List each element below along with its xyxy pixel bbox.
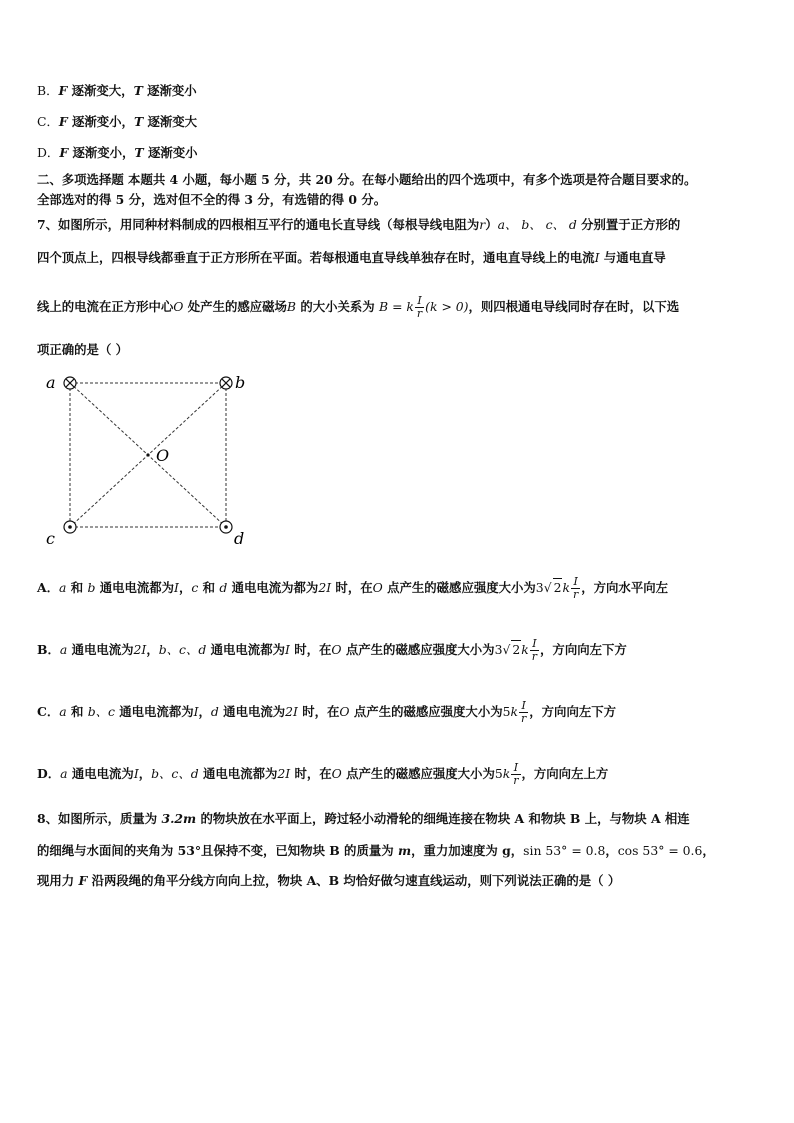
text: ） [485,217,498,232]
magnitude-formula: 3√ 2k $\frac{I}{r}$ [535,575,579,601]
text: 通电电流都为 [206,642,285,657]
text: 通电电流为 [67,766,134,781]
text: 时，在 [290,766,332,781]
text: 通电电流为都为 [227,580,319,595]
text: ， [138,766,152,781]
variable: T [133,83,143,98]
variable: k [510,704,519,719]
coefficient: 5 [502,704,511,719]
option-prefix: D． [37,766,61,781]
numerator: I [415,295,424,308]
magnitude-formula [502,699,530,725]
denominator: r [531,650,538,663]
q8-stem-line3 [37,872,620,890]
text: 点产生的磁感应强度大小为 [341,766,495,781]
denominator: r [521,712,527,725]
variable: c [191,580,199,595]
label-d: d [234,529,245,548]
q8-stem-line1 [37,810,690,828]
formula-lhs: B = k [379,299,414,314]
denominator: r [573,588,579,601]
text: 7、如图所示，用同种材料制成的四根相互平行的通电长直导线（每根导线电阻为 [37,217,480,232]
variable: a [59,704,67,719]
text: ，则四根通电导线同时存在时，以下选 [468,299,680,314]
option-text: 逐渐变小， [68,145,135,160]
center-point-o [146,453,149,456]
text: 线上的电流在正方形中心 [37,299,174,314]
text: 时，在 [331,580,373,595]
variable: T [134,145,144,160]
option-text: 逐渐变小 [143,145,198,160]
text: 和 [66,580,88,595]
variable: F [58,83,68,98]
variable: T [133,114,144,129]
text: 的大小关系为 [296,299,375,314]
wire-c-out-of-page-icon [64,521,76,533]
text: 和 [66,704,88,719]
variable: O [173,299,184,314]
variable: b、c、d [158,642,207,657]
text: 点产生的磁感应强度大小为 [349,704,503,719]
variable: a [59,580,67,595]
text: ，方向向左下方 [540,642,627,657]
q6-option-c [37,113,197,131]
section-header: 二、多项选择题 本题共 4 小题，每小题 5 分，共 20 分。在每小题给出的四个选项中，有多个选项是符合题目要求的。 [37,172,697,187]
variable: 2I [285,704,298,719]
text: 与通电直导 [599,250,666,265]
variable: 2I [277,766,291,781]
variable: O [331,766,342,781]
coefficient: 3 [535,580,544,595]
formula [379,294,469,320]
q6-option-d [37,144,198,162]
option-prefix: C． [37,114,59,129]
variable: F [59,145,69,160]
option-text: 逐渐变大， [67,83,134,98]
numerator: I [530,638,539,651]
variable: 2I [133,642,147,657]
label-c: c [46,529,55,548]
variable: I [193,704,199,719]
square-wires-figure [40,368,260,548]
numerator: I [571,576,580,589]
variable: I [133,766,139,781]
text: 8、如图所示，质量为 [37,811,162,826]
variable: F [78,873,88,888]
text: ， [146,642,159,657]
sin-value: sin 53° = 0.8 [523,843,606,858]
text: 点产生的磁感应强度大小为 [382,580,536,595]
variable: I [594,250,600,265]
formula-condition: (k > 0) [425,299,469,314]
variable: O [331,642,342,657]
text: 通电电流为 [67,642,134,657]
magnitude-formula: 3√ 2k $\frac{I}{r}$ [494,637,538,663]
variable: k [562,580,570,595]
text: ， [702,843,715,858]
option-text: 逐渐变小， [67,114,134,129]
variable: B [286,299,297,314]
text: 四个顶点上，四根导线都垂直于正方形所在平面。若每根通电直导线单独存在时，通电直导线上的电流 [37,250,595,265]
fraction [415,295,424,320]
text: 通电电流都为 [198,766,278,781]
fraction [530,638,539,663]
option-prefix: C． [37,704,60,719]
option-text: 逐渐变小 [142,83,197,98]
coefficient: 5 [494,766,503,781]
variable: F [58,114,68,129]
fraction [519,700,528,725]
text: 处产生的感应磁场 [183,299,287,314]
variable: k [521,642,529,657]
label-b: b [235,373,246,392]
q7-option-c [37,700,616,725]
fraction [571,576,580,601]
radicand: 2 [553,580,562,595]
denominator: r [513,774,519,787]
variable: m [397,843,412,858]
denominator: r [416,307,423,320]
text: 时，在 [289,642,332,657]
variable: a [59,642,68,657]
variable: I [174,580,179,595]
text: ，重力加速度为 g， [411,843,524,858]
label-a: a [46,373,56,392]
variable: b、c、d [151,766,199,781]
option-prefix: B． [37,642,60,657]
label-o: O [156,446,170,465]
q6-option-b [37,82,197,100]
coefficient: 3 [494,642,503,657]
variable: O [339,704,350,719]
text: 时，在 [297,704,340,719]
cos-value: cos 53° = 0.6 [617,843,703,858]
q7-stem-line4: 项正确的是（ ） [37,342,129,357]
variable: 3.2m [161,811,197,826]
variable: b、c [87,704,115,719]
variable: O [372,580,383,595]
text: 分别置于正方形的 [576,217,681,232]
text: ， [178,580,192,595]
text: 沿两段绳的角平分线方向向上拉，物块 A、B 均恰好做匀速直线运动，则下列说法正确的是（ ） [87,873,621,888]
wire-b-into-page-icon [220,377,232,389]
text: ，方向水平向左 [581,580,668,595]
q7-option-a [37,576,668,601]
text: 通电电流都为 [95,580,175,595]
section-header-cont: 全部选对的得 5 分，选对但不全的得 3 分，有选错的得 0 分。 [37,192,387,207]
q7-stem-line1 [37,216,680,234]
variable: b [87,580,96,595]
text: ，方向向左下方 [529,704,617,719]
wire-a-into-page-icon [64,377,76,389]
variable: a、 b、 c、 d [497,217,577,232]
q8-stem-line2 [37,842,715,860]
variable: a [60,766,68,781]
q7-option-d [37,762,608,787]
variable: d [219,580,228,595]
text: ，方向向左上方 [521,766,609,781]
variable: 2I [318,580,332,595]
option-prefix: B． [37,83,59,98]
variable: d [210,704,219,719]
q7-option-b [37,638,627,663]
magnitude-formula [494,761,522,787]
text: 的物块放在水平面上，跨过轻小动滑轮的细绳连接在物块 A 和物块 B 上，与物块 A 相连 [196,811,690,826]
q7-stem-line2 [37,249,666,267]
wire-d-out-of-page-icon [220,521,232,533]
text: 通电电流为 [218,704,286,719]
fraction [511,762,520,787]
text: 通电电流都为 [114,704,194,719]
numerator: I [519,700,528,713]
text: ， [198,704,211,719]
text: 现用力 [37,873,79,888]
numerator: I [511,762,520,775]
variable: I [284,642,290,657]
variable: k [502,766,511,781]
option-text: 逐渐变大 [143,114,198,129]
text: ， [605,843,618,858]
text: 和 [198,580,220,595]
option-prefix: A． [37,580,60,595]
q7-stem-line3 [37,295,679,320]
option-prefix: D． [37,145,60,160]
variable: r [479,217,486,232]
radicand: 2 [512,642,521,657]
text: 的细绳与水面间的夹角为 53°且保持不变，已知物块 B 的质量为 [37,843,398,858]
text: 点产生的磁感应强度大小为 [341,642,495,657]
